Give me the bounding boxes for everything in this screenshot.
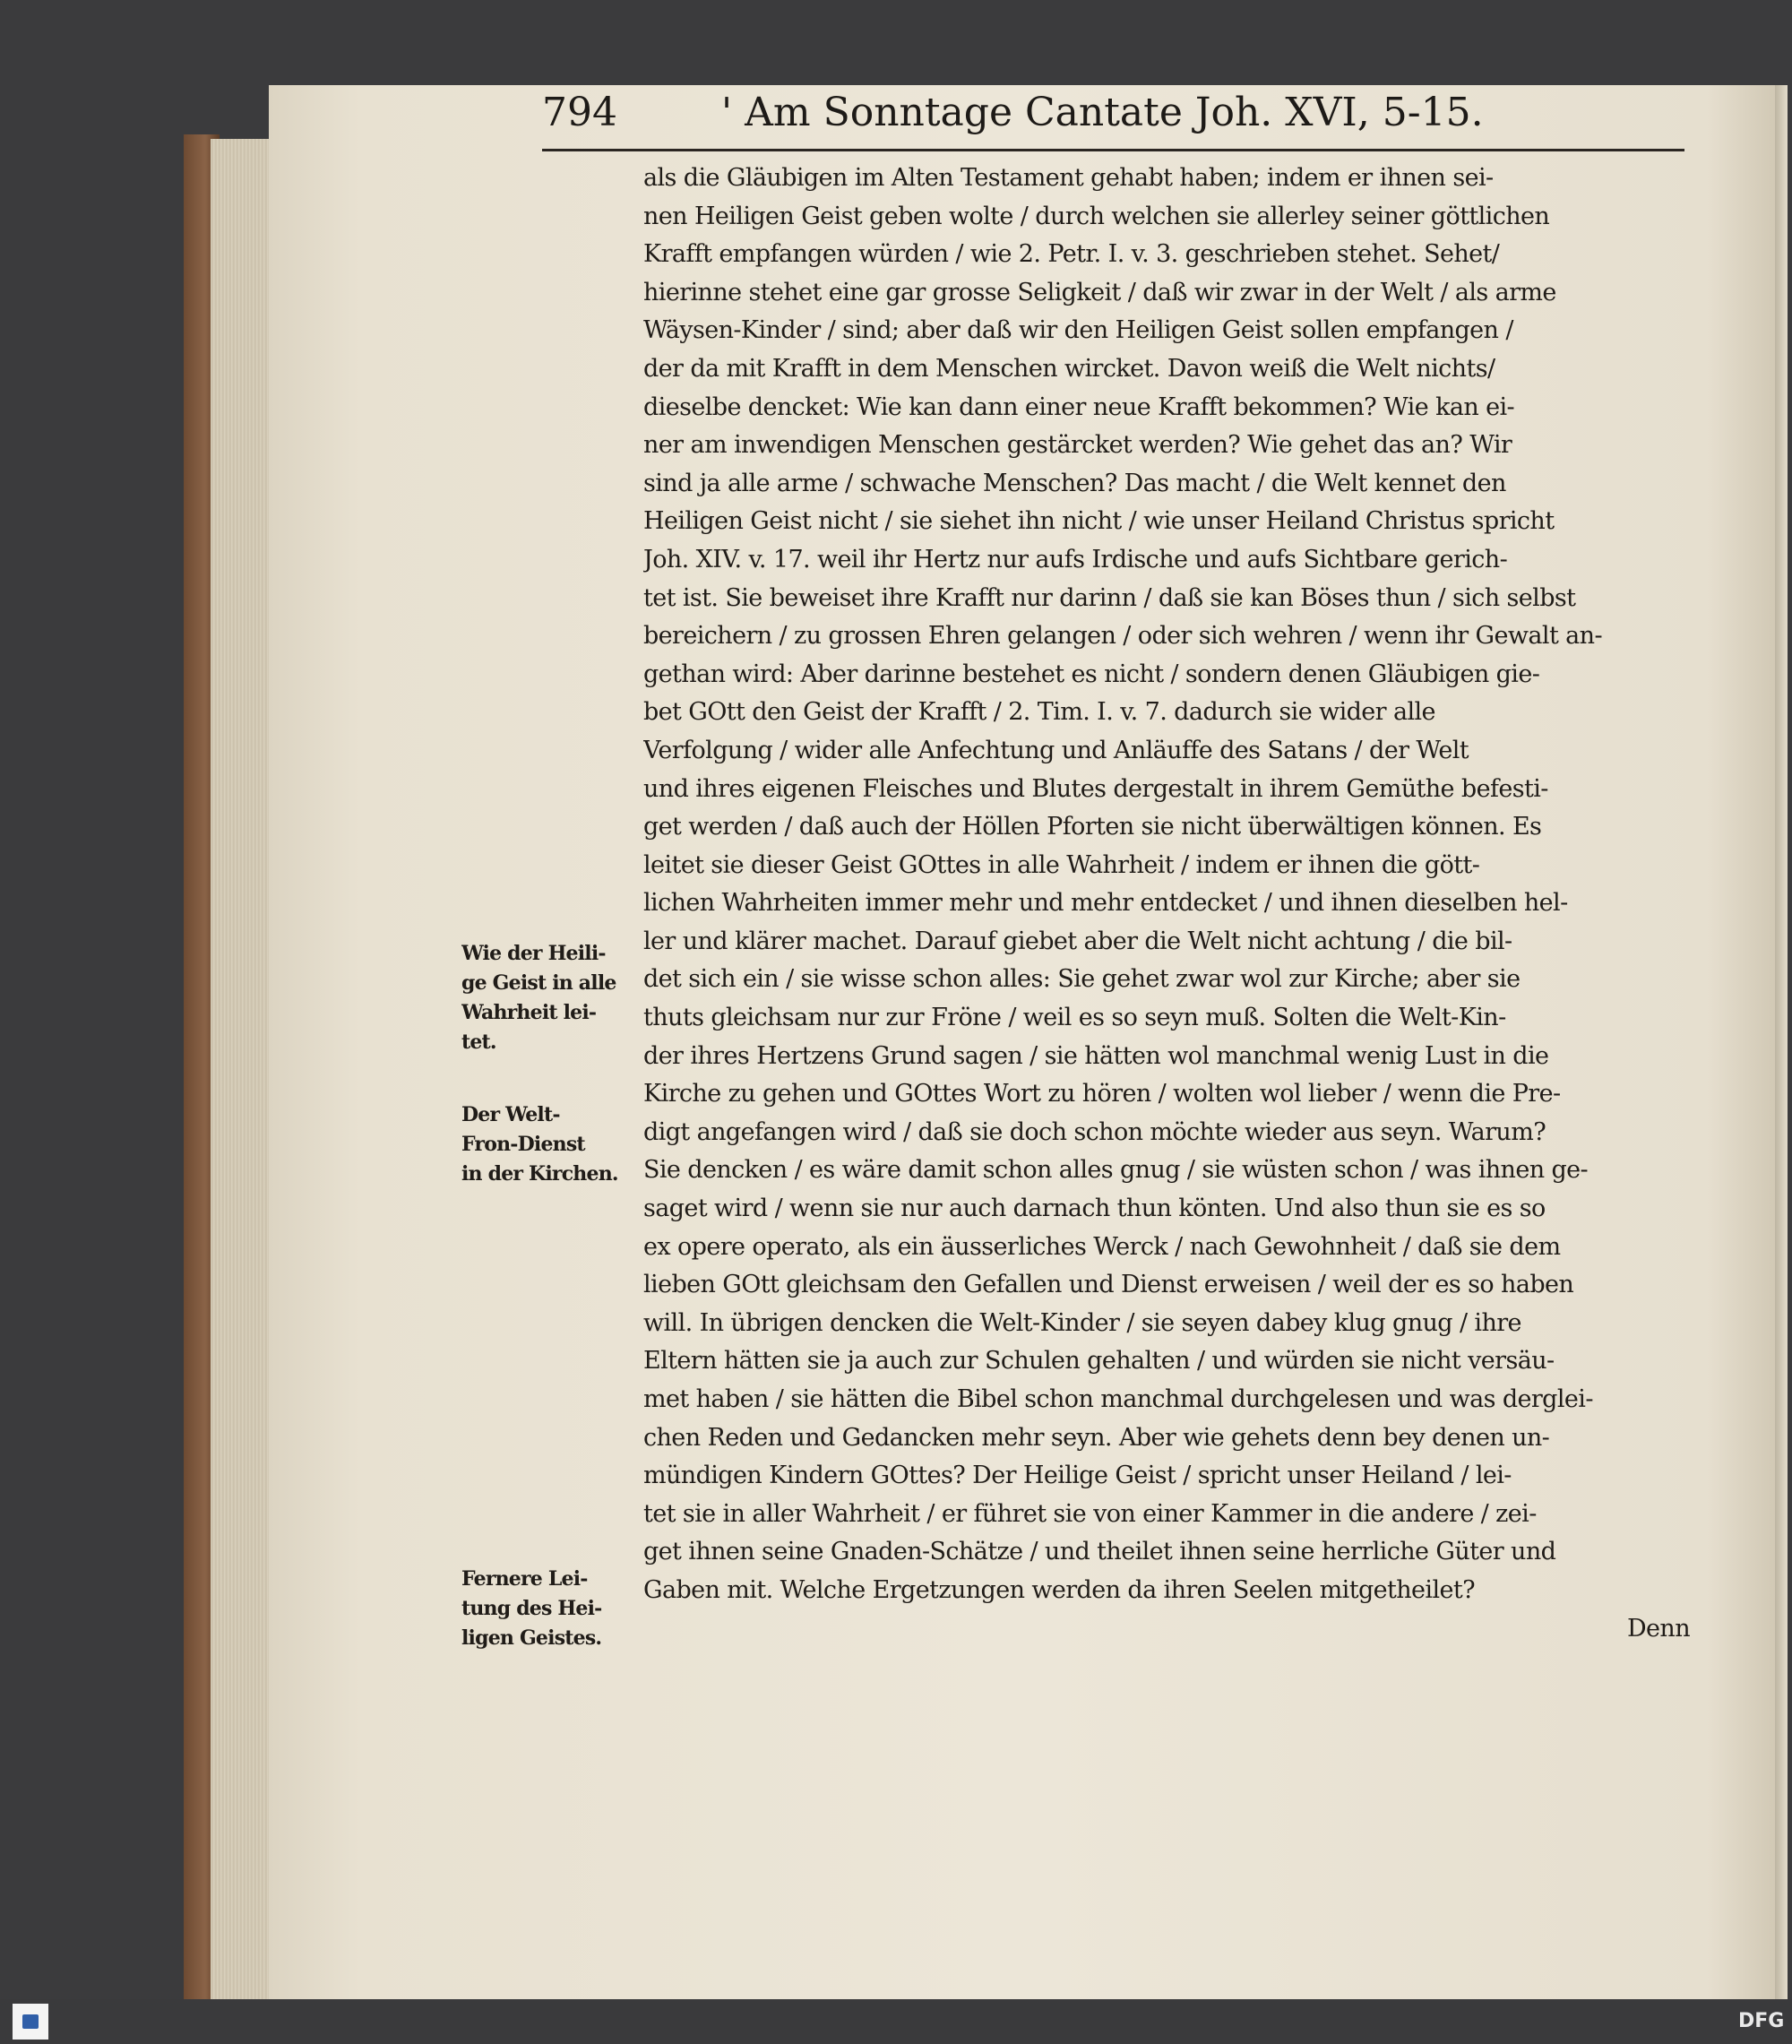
text-line: Wäysen-Kinder / sind; aber daß wir den Heiligen Geist sollen empfangen / (643, 316, 1513, 345)
text-line: Verfolgung / wider alle Anfechtung und Anläuffe des Satans / der Welt (643, 736, 1469, 764)
catchword: Denn (1626, 1614, 1690, 1643)
text-line: Gaben mit. Welche Ergetzungen werden da ihren Seelen mitgetheilet? (643, 1575, 1476, 1604)
text-line: gethan wird: Aber darinne bestehet es nicht / sondern denen Gläubigen gie- (643, 660, 1540, 688)
margin-note-line: in der Kirchen. (461, 1162, 618, 1186)
text-line: der da mit Krafft in dem Menschen wircket. Davon weiß die Welt nichts/ (643, 354, 1495, 383)
margin-note-line: Der Welt- (461, 1103, 560, 1126)
body-text (643, 160, 1690, 1648)
margin-note-2 (461, 1100, 636, 1189)
text-line: Kirche zu gehen und GOttes Wort zu hören / wolten wol lieber / wenn die Pre- (643, 1080, 1561, 1108)
margin-note-line: ligen Geistes. (461, 1626, 602, 1650)
page-header (542, 90, 1689, 161)
text-line: get werden / daß auch der Höllen Pforten sie nicht überwältigen können. Es (643, 813, 1542, 841)
text-line: det sich ein / sie wisse schon alles: Sie gehet zwar wol zur Kirche; aber sie (643, 965, 1521, 994)
text-line: tet ist. Sie beweiset ihre Krafft nur darinn / daß sie kan Böses thun / sich selbst (643, 583, 1576, 612)
text-line: met haben / sie hätten die Bibel schon manchmal durchgelesen und was derglei- (643, 1385, 1593, 1413)
margin-note-line: Fernere Lei- (461, 1567, 588, 1591)
library-logo-icon (13, 2004, 48, 2040)
text-line: will. In übrigen dencken die Welt-Kinder / sie seyen dabey klug gnug / ihre (643, 1308, 1521, 1337)
text-line: ex opere operato, als ein äusserliches Werck / nach Gewohnheit / daß sie dem (643, 1232, 1561, 1261)
margin-note-line: Wahrheit lei- (461, 1001, 597, 1024)
margin-note-line: tet. (461, 1031, 496, 1054)
page-right-edge (1775, 85, 1788, 1999)
text-line: digt angefangen wird / daß sie doch schon möchte wieder aus seyn. Warum? (643, 1117, 1546, 1146)
margin-note-line: tung des Hei- (461, 1597, 602, 1620)
text-line: ner am inwendigen Menschen gestärcket werden? Wie gehet das an? Wir (643, 431, 1512, 460)
text-line: Sie dencken / es wäre damit schon alles gnug / sie wüsten schon / was ihnen ge- (643, 1156, 1589, 1185)
text-line: lichen Wahrheiten immer mehr und mehr entdecket / und ihnen dieselben hel- (643, 889, 1568, 918)
text-line: und ihres eigenen Fleisches und Blutes dergestalt in ihrem Gemüthe befesti- (643, 774, 1548, 803)
text-line: Krafft empfangen würden / wie 2. Petr. I. v. 3. geschrieben stehet. Sehet/ (643, 240, 1500, 269)
text-line: saget wird / wenn sie nur auch darnach thun könten. Und also thun sie es so (643, 1194, 1546, 1223)
dfg-logo: DFG (1738, 2010, 1785, 2032)
text-line: nen Heiligen Geist geben wolte / durch welchen sie allerley seiner göttlichen (643, 202, 1550, 230)
text-line: leitet sie dieser Geist GOttes in alle Wahrheit / indem er ihnen die gött- (643, 850, 1480, 879)
page-number: 794 (542, 90, 617, 135)
margin-note-line: Fron-Dienst (461, 1133, 585, 1156)
running-title: ' Am Sonntage Cantate Joh. XVI, 5-15. (721, 90, 1484, 135)
text-line: Heiligen Geist nicht / sie siehet ihn nicht / wie unser Heiland Christus spricht (643, 507, 1555, 536)
footer-bar (0, 1999, 1792, 2044)
text-line: ler und klärer machet. Darauf giebet aber die Welt nicht achtung / die bil- (643, 927, 1512, 955)
margin-note-3 (461, 1565, 636, 1653)
margin-note-1 (461, 939, 636, 1057)
text-line: hierinne stehet eine gar grosse Seligkeit / daß wir zwar in der Welt / als arme (643, 278, 1556, 306)
text-line: bereichern / zu grossen Ehren gelangen / oder sich wehren / wenn ihr Gewalt an- (643, 622, 1602, 651)
text-line: mündigen Kindern GOttes? Der Heilige Geist / spricht unser Heiland / lei- (643, 1462, 1512, 1490)
text-line: tet sie in aller Wahrheit / er führet sie von einer Kammer in die andere / zei- (643, 1499, 1537, 1528)
margin-note-line: Wie der Heili- (461, 942, 606, 965)
text-line: thuts gleichsam nur zur Fröne / weil es so seyn muß. Solten die Welt-Kin- (643, 1004, 1506, 1032)
text-line: chen Reden und Gedancken mehr seyn. Aber wie gehets denn bey denen un- (643, 1423, 1550, 1452)
header-rule (542, 149, 1684, 151)
text-line: bet GOtt den Geist der Krafft / 2. Tim. I. v. 7. dadurch sie wider alle (643, 698, 1435, 727)
text-line: Eltern hätten sie ja auch zur Schulen gehalten / und würden sie nicht versäu- (643, 1347, 1555, 1376)
text-line: lieben GOtt gleichsam den Gefallen und Dienst erweisen / weil der es so haben (643, 1271, 1574, 1299)
text-line: der ihres Hertzens Grund sagen / sie hätten wol manchmal wenig Lust in die (643, 1041, 1549, 1070)
text-line: sind ja alle arme / schwache Menschen? Das macht / die Welt kennet den (643, 469, 1506, 497)
text-line: dieselbe dencket: Wie kan dann einer neue Krafft bekommen? Wie kan ei- (643, 392, 1515, 421)
text-line: get ihnen seine Gnaden-Schätze / und theilet ihnen seine herrliche Güter und (643, 1538, 1556, 1566)
page-block-edge (211, 139, 273, 1999)
margin-note-line: ge Geist in alle (461, 971, 616, 995)
text-line: Joh. XIV. v. 17. weil ihr Hertz nur aufs Irdische und aufs Sichtbare gerich- (643, 545, 1508, 574)
text-line: als die Gläubigen im Alten Testament gehabt haben; indem er ihnen sei- (643, 164, 1494, 192)
